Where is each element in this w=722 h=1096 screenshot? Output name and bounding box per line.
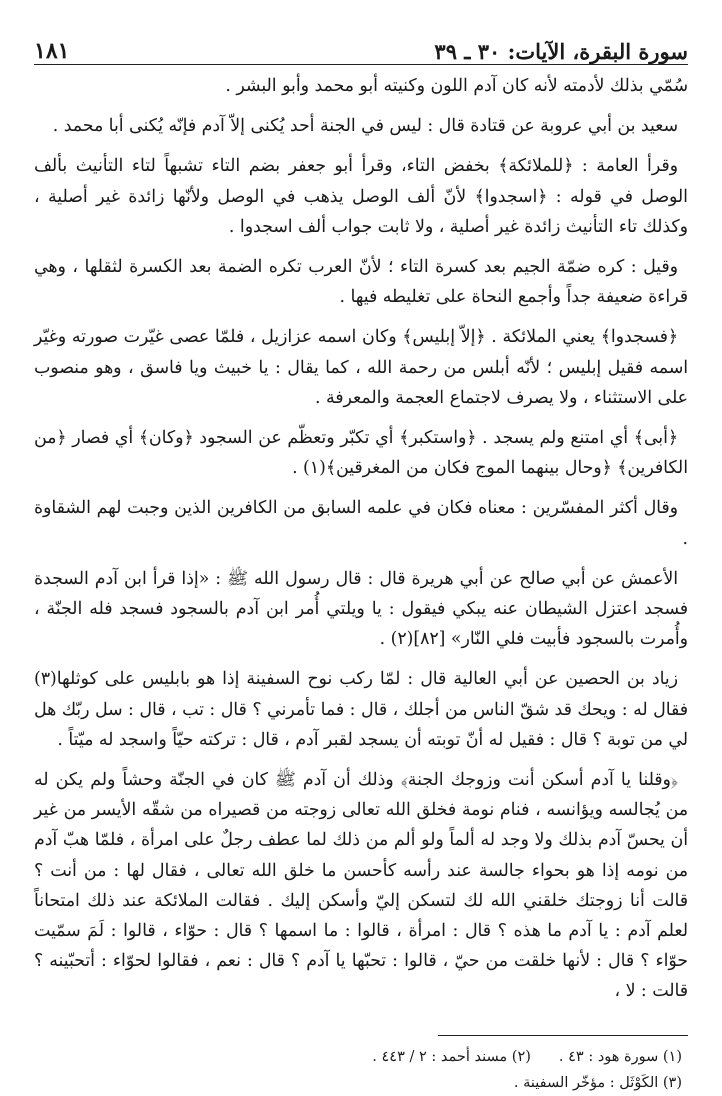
running-header [34, 28, 688, 65]
paragraph: زياد بن الحصين عن أبي العالية قال : لمّا ركب نوح السفينة إذا هو بابليس على كوثلها(٣) فقال له : ويحك قد شقّ الناس من أجلك ، قال : فما تأمرني ؟ قال : تب ، قال : سل ربّك هل لي من توبة ؟ قال : فقيل له أنّ توبته أن يسجد لقبر آدم ، قال : تركته حيّاً واسجد له ميّتاً . [34, 669, 688, 750]
footnote-2: (٢) مسند أحمد : ٢ / ٤٤٣ . [372, 1048, 531, 1065]
paragraph: وقال أكثر المفسّرين : معناه فكان في علمه السابق من الكافرين الذين وجبت لهم الشقاوة . [34, 498, 688, 549]
paragraph: وقرأ العامة : ﴿للملائكة﴾ بخفض التاء، وقرأ أبو جعفر بضم التاء تشبهاً لتاء التأنيث بألف الوصل في قوله : ﴿اسجدوا﴾ لأنّ ألف الوصل يذهب في الوصل ولأنّها زائدة غير أصلية ، وكذلك تاء التأنيث زائدة غير أصلية ، ولا ثابت جواب ألف اسجدوا . [34, 156, 688, 237]
paragraph: الأعمش عن أبي صالح عن أبي هريرة قال : قال رسول الله ﷺ : «إذا قرأ ابن آدم السجدة فسجد اعتزل الشيطان عنه يبكي فيقول : يا ويلتي أُمر ابن آدم بالسجود فسجد فله الجنّة ، وأُمرت بالسجود فأبيت فلي النّار» [٨٢](٢) . [34, 568, 688, 650]
paragraph: ﴿فسجدوا﴾ يعني الملائكة . ﴿إلاّ إبليس﴾ وكان اسمه عزازيل ، فلمّا عصى غيّرت صورته وغيّر اسمه فقيل إبليس ؛ لأنّه أبلس من رحمة الله ، كما يقال : يا خبيث ويا فاسق ، وهو منصوب على الاستثناء ، ولا يصرف لاجتماع العجمة والمعرفة . [34, 327, 688, 408]
page [34, 28, 688, 1096]
paragraph: وقيل : كره ضمّة الجيم بعد كسرة التاء ؛ لأنّ العرب تكره الضمة بعد الكسرة لثقلها ، وهي قراءة ضعيفة جداً وأجمع النحاة على تغليطه فيها . [34, 257, 688, 308]
page-number: ١٨١ [34, 38, 70, 64]
paragraph: ﴿أبى﴾ أي امتنع ولم يسجد . ﴿واستكبر﴾ أي تكبّر وتعظّم عن السجود ﴿وكان﴾ أي فصار ﴿من الكافرين﴾ ﴿وحال بينهما الموج فكان من المغرقين﴾(١) . [34, 428, 688, 479]
main-text [34, 71, 688, 1007]
footnote-separator [438, 1035, 688, 1036]
chapter-title: سورة البقرة، الآيات: ٣٠ ـ ٣٩ [434, 39, 688, 64]
footnote-row [34, 1044, 682, 1070]
footnote-1: (١) سورة هود : ٤٣ . [558, 1048, 682, 1065]
footnote-3: (٣) الكَوْثَل : مؤخّر السفينة . [513, 1074, 682, 1091]
footnotes [34, 1044, 688, 1096]
paragraph: سعيد بن أبي عروبة عن قتادة قال : ليس في الجنة أحد يُكنى إلاّ آدم فإنّه يُكنى أبا محمد . [52, 116, 678, 137]
paragraph: ﴿وقلنا يا آدم أسكن أنت وزوجك الجنة﴾ وذلك أن آدم ﷺ كان في الجنّة وحشاً ولم يكن له من يُجالسه ويؤانسه ، فنام نومة فخلق الله تعالى زوجته من قصيراه من شقّه الأيسر من غير أن يحسّ آدم بذلك ولا وجد له ألماً ولو ألم من ذلك لما عطف رجلٌ على امرأة ، فلمّا هبّ آدم من نومه إذا هو بحواء جالسة عند رأسه كأحسن ما خلق الله تعالى ، فقال لها : من أنت ؟ قالت أنا زوجتك خلقني الله لك لتسكن إليّ وأسكن إليك . فقالت الملائكة عند ذلك امتحاناً لعلم آدم : يا آدم ما هذه ؟ قال : امرأة ، قالوا : ما اسمها ؟ قال : حوّاء ، قالوا : لَمَ سمّيت حوّاء ؟ قال : لأنها خلقت من حيّ ، قالوا : تحبّها يا آدم ؟ قال : نعم ، فقالوا لحوّاء : أتحبّينه ؟ قالت : لا ، [34, 770, 688, 1002]
paragraph: سُمّي بذلك لأدمته لأنه كان آدم اللون وكنيته أبو محمد وأبو البشر . [225, 76, 688, 96]
